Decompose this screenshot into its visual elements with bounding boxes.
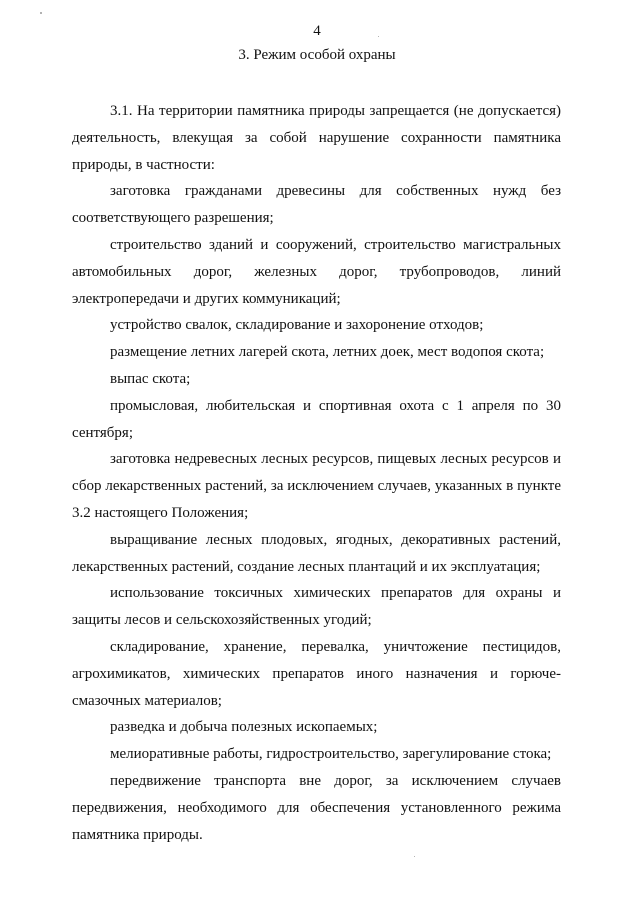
scan-speck xyxy=(378,36,379,37)
list-item: строительство зданий и сооружений, строительство магистральных автомобильных дорог, железных дорог, трубопроводов, линий электропередачи и других коммуникаций; xyxy=(72,236,561,307)
body-text xyxy=(72,98,561,848)
list-item: выпас скота; xyxy=(110,370,191,387)
list-item: передвижение транспорта вне дорог, за исключением случаев передвижения, необходимого для обеспечения установленного режима памятника природы. xyxy=(72,772,561,843)
list-item: заготовка гражданами древесины для собственных нужд без соответствующего разрешения; xyxy=(72,183,561,227)
list-item: использование токсичных химических препаратов для охраны и защиты лесов и сельскохозяйственных угодий; xyxy=(72,585,561,629)
list-item: заготовка недревесных лесных ресурсов, пищевых лесных ресурсов и сбор лекарственных растений, за исключением случаев, указанных в пункте 3.2 настоящего Положения; xyxy=(72,451,561,521)
scan-speck xyxy=(40,12,42,14)
list-item: промысловая, любительская и спортивная охота с 1 апреля по 30 сентября; xyxy=(72,397,561,441)
list-item: размещение летних лагерей скота, летних доек, мест водопоя скота; xyxy=(110,344,545,361)
list-item: разведка и добыча полезных ископаемых; xyxy=(110,719,378,736)
page-number: 4 xyxy=(313,23,321,39)
paragraph-intro: 3.1. На территории памятника природы запрещается (не допускается) деятельность, влекущая за собой нарушение сохранности памятника природы, в частности: xyxy=(72,103,561,173)
list-item: мелиоративные работы, гидростроительство, зарегулирование стока; xyxy=(110,746,552,763)
list-item: складирование, хранение, перевалка, уничтожение пестицидов, агрохимикатов, химических препаратов иного назначения и горюче-смазочных материалов; xyxy=(72,638,561,709)
section-title: 3. Режим особой охраны xyxy=(238,47,396,63)
list-item: устройство свалок, складирование и захоронение отходов; xyxy=(110,317,484,334)
scan-speck xyxy=(414,856,415,857)
list-item: выращивание лесных плодовых, ягодных, декоративных растений, лекарственных растений, создание лесных плантаций и их эксплуатация; xyxy=(72,531,561,575)
